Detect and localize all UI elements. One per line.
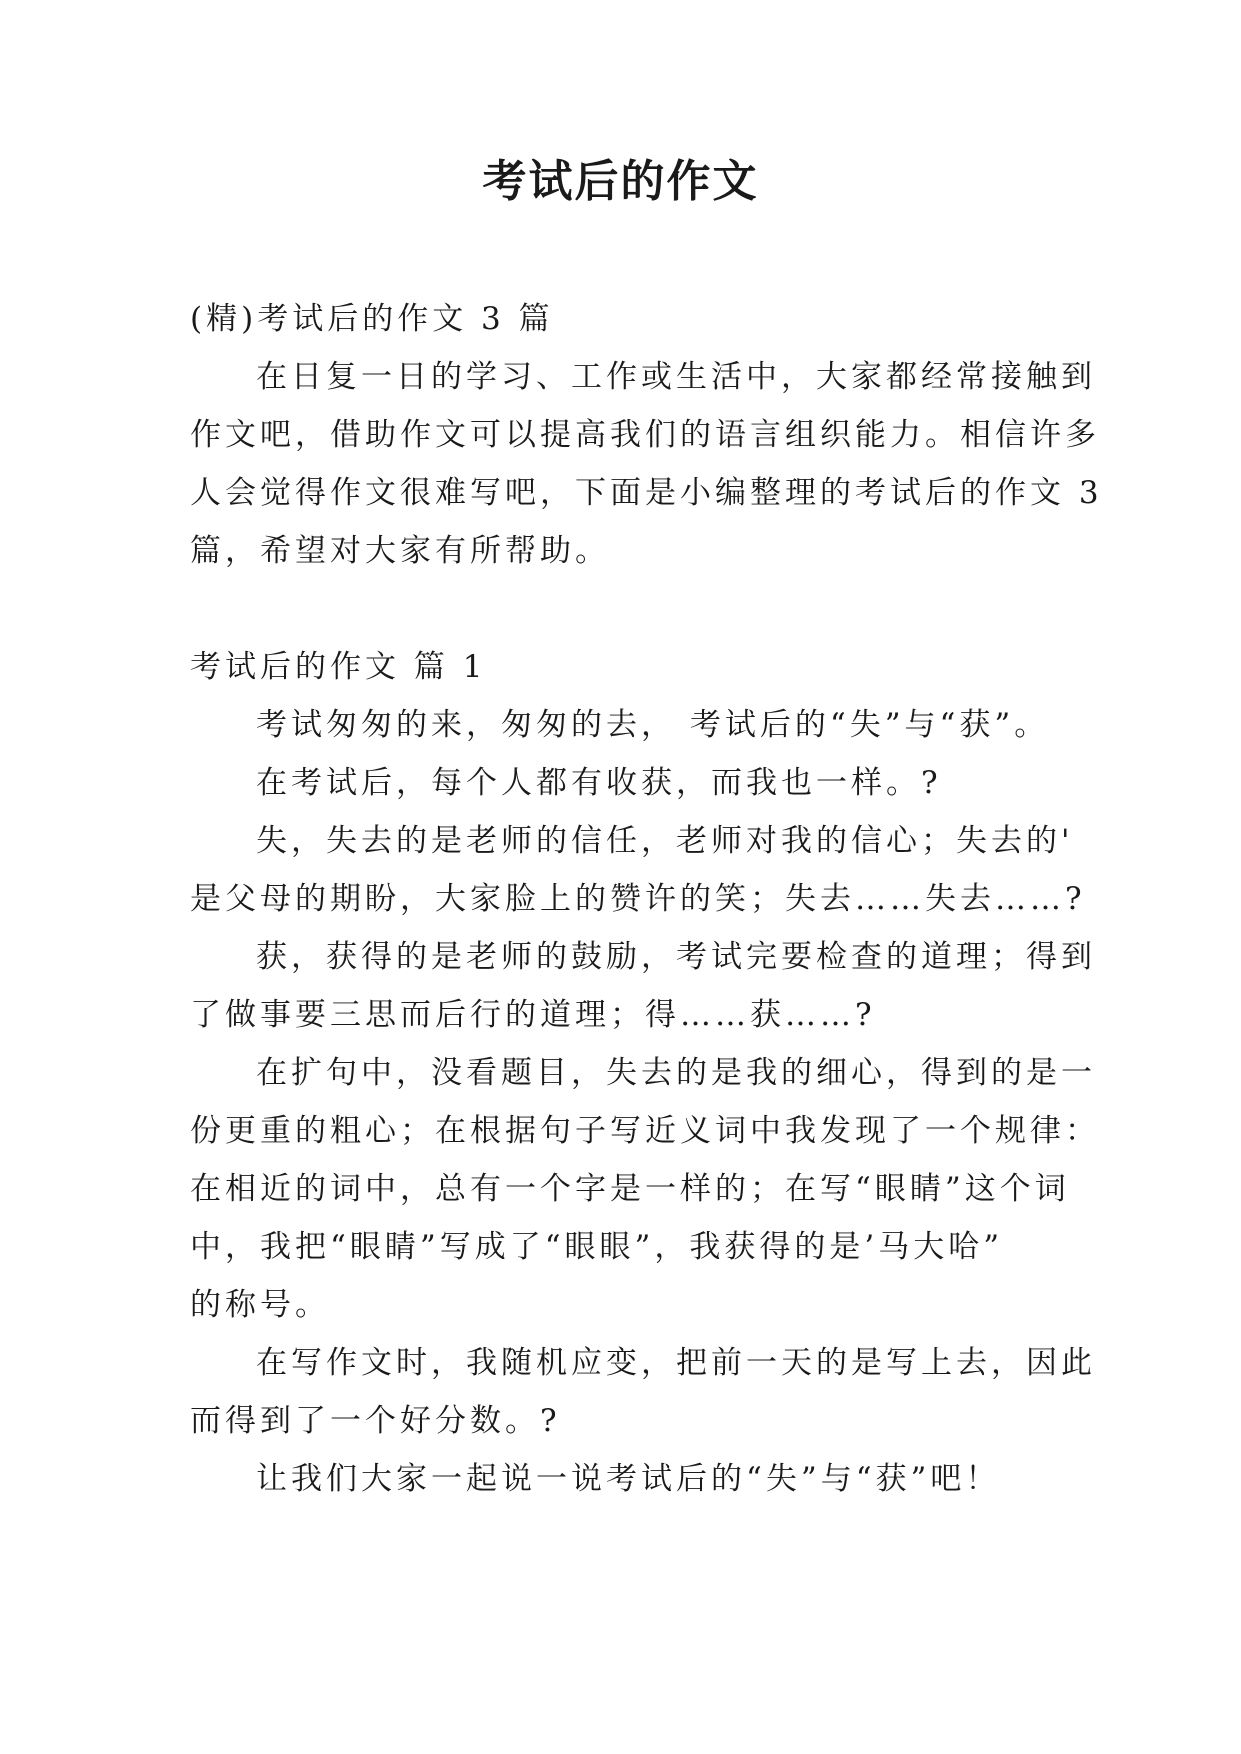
section-line: 让我们大家一起说一说考试后的“失”与“获”吧！ — [256, 1461, 1001, 1497]
section-line: 中，我把“眼睛”写成了“眼眼”，我获得的是’马大哈” — [190, 1229, 1004, 1265]
section-line: 是父母的期盼，大家脸上的赞许的笑；失去……失去……? — [190, 881, 1086, 917]
section-line: 在相近的词中，总有一个字是一样的；在写“眼睛”这个词 — [190, 1171, 1070, 1207]
section-line: 了做事要三思而后行的道理；得……获……? — [190, 997, 876, 1033]
section-line: 考试匆匆的来，匆匆的去， 考试后的“失”与“获”。 — [256, 707, 1050, 743]
section-line: 失，失去的是老师的信任，老师对我的信心；失去的' — [256, 823, 1074, 859]
document-body — [190, 290, 1103, 1508]
intro-line: 人会觉得作文很难写吧，下面是小编整理的考试后的作文 3 — [190, 475, 1103, 511]
section-line: 份更重的粗心；在根据句子写近义词中我发现了一个规律： — [190, 1113, 1100, 1149]
document-subtitle: (精)考试后的作文 3 篇 — [190, 301, 554, 337]
intro-line: 篇，希望对大家有所帮助。 — [190, 533, 610, 569]
section-line: 在考试后，每个人都有收获，而我也一样。? — [256, 765, 942, 801]
section-heading: 考试后的作文 篇 1 — [190, 649, 487, 685]
section-line: 的称号。 — [190, 1287, 330, 1323]
document-title: 考试后的作文 — [482, 156, 759, 207]
section-line: 在写作文时，我随机应变，把前一天的是写上去，因此 — [256, 1345, 1096, 1381]
section-line: 获，获得的是老师的鼓励，考试完要检查的道理；得到 — [256, 939, 1096, 975]
section-line: 在扩句中，没看题目，失去的是我的细心，得到的是一 — [256, 1055, 1096, 1091]
section-line: 而得到了一个好分数。? — [190, 1403, 561, 1439]
intro-line: 在日复一日的学习、工作或生活中，大家都经常接触到 — [256, 359, 1096, 395]
intro-line: 作文吧，借助作文可以提高我们的语言组织能力。相信许多 — [190, 417, 1100, 453]
paragraph-spacer — [190, 580, 1050, 638]
